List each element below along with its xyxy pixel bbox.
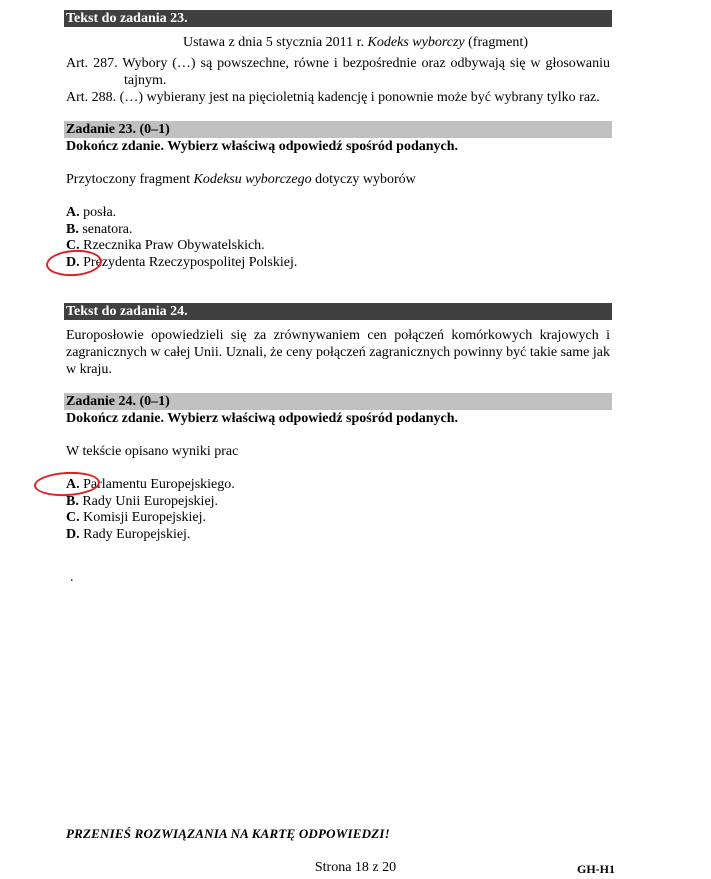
task23-option-c[interactable] — [66, 237, 265, 254]
art287-line2: tajnym. — [124, 73, 167, 88]
option-text: senatora. — [78, 222, 133, 237]
option-letter: C. — [66, 510, 80, 525]
art288: Art. 288. (…) wybierany jest na pięcioletnią kadencję i ponownie może być wybrany tylko raz. — [66, 90, 600, 105]
task23-header: Zadanie 23. (0–1) — [64, 121, 612, 138]
text23-source-suffix: (fragment) — [464, 35, 528, 50]
task24-option-d[interactable] — [66, 526, 190, 543]
option-letter: D. — [66, 255, 80, 270]
option-text: posła. — [79, 205, 117, 220]
option-letter: B. — [66, 494, 79, 509]
text23-source-title: Kodeks wyborczy — [367, 35, 465, 50]
option-text: Rzecznika Praw Obywatelskich. — [79, 238, 265, 253]
option-letter: D. — [66, 527, 80, 542]
text24-body: Europosłowie opowiedzieli się za zrównywaniem cen połączeń komórkowych krajowych i zagranicznych w całej Unii. Uznali, że ceny połączeń zagranicznych powinny być takie same jak w kraju. — [66, 328, 610, 377]
option-letter: B. — [66, 222, 79, 237]
text23-header: Tekst do zadania 23. — [64, 10, 612, 27]
task23-stem-title: Kodeksu wyborczego — [193, 172, 312, 187]
text23-source-prefix: Ustawa z dnia 5 stycznia 2011 r. — [183, 35, 368, 50]
option-text: Rady Europejskiej. — [79, 527, 191, 542]
task24-header: Zadanie 24. (0–1) — [64, 393, 612, 410]
task24-instruction: Dokończ zdanie. Wybierz właściwą odpowiedź spośród podanych. — [66, 411, 459, 426]
option-text: Parlamentu Europejskiego. — [79, 477, 235, 492]
task23-stem-prefix: Przytoczony fragment — [66, 172, 194, 187]
answer-circle-task23 — [45, 248, 103, 278]
option-text: Rady Unii Europejskiej. — [78, 494, 219, 509]
option-letter: C. — [66, 238, 80, 253]
task23-option-a[interactable] — [66, 204, 116, 221]
footer-note: PRZENIEŚ ROZWIĄZANIA NA KARTĘ ODPOWIEDZI! — [66, 826, 390, 841]
option-text: Komisji Europejskiej. — [79, 510, 207, 525]
exam-code: GH-H1 — [577, 862, 615, 876]
task23-stem-suffix: dotyczy wyborów — [311, 172, 416, 187]
option-letter: A. — [66, 477, 80, 492]
art287-line1: Art. 287. Wybory (…) są powszechne, równe i bezpośrednie oraz odbywają się w głosowaniu — [66, 56, 610, 71]
task23-stem — [66, 171, 416, 188]
text23-source — [0, 34, 711, 51]
task24-option-b[interactable] — [66, 493, 218, 510]
task24-stem: W tekście opisano wyniki prac — [66, 444, 239, 459]
task23-option-b[interactable] — [66, 221, 133, 238]
option-letter: A. — [66, 205, 80, 220]
text24-header: Tekst do zadania 24. — [64, 303, 612, 320]
task24-option-c[interactable] — [66, 509, 206, 526]
page-number: Strona 18 z 20 — [314, 860, 397, 875]
task23-instruction: Dokończ zdanie. Wybierz właściwą odpowiedź spośród podanych. — [66, 139, 459, 154]
option-text: Prezydenta Rzeczypospolitej Polskiej. — [79, 255, 298, 270]
stray-mark: . — [70, 570, 74, 585]
